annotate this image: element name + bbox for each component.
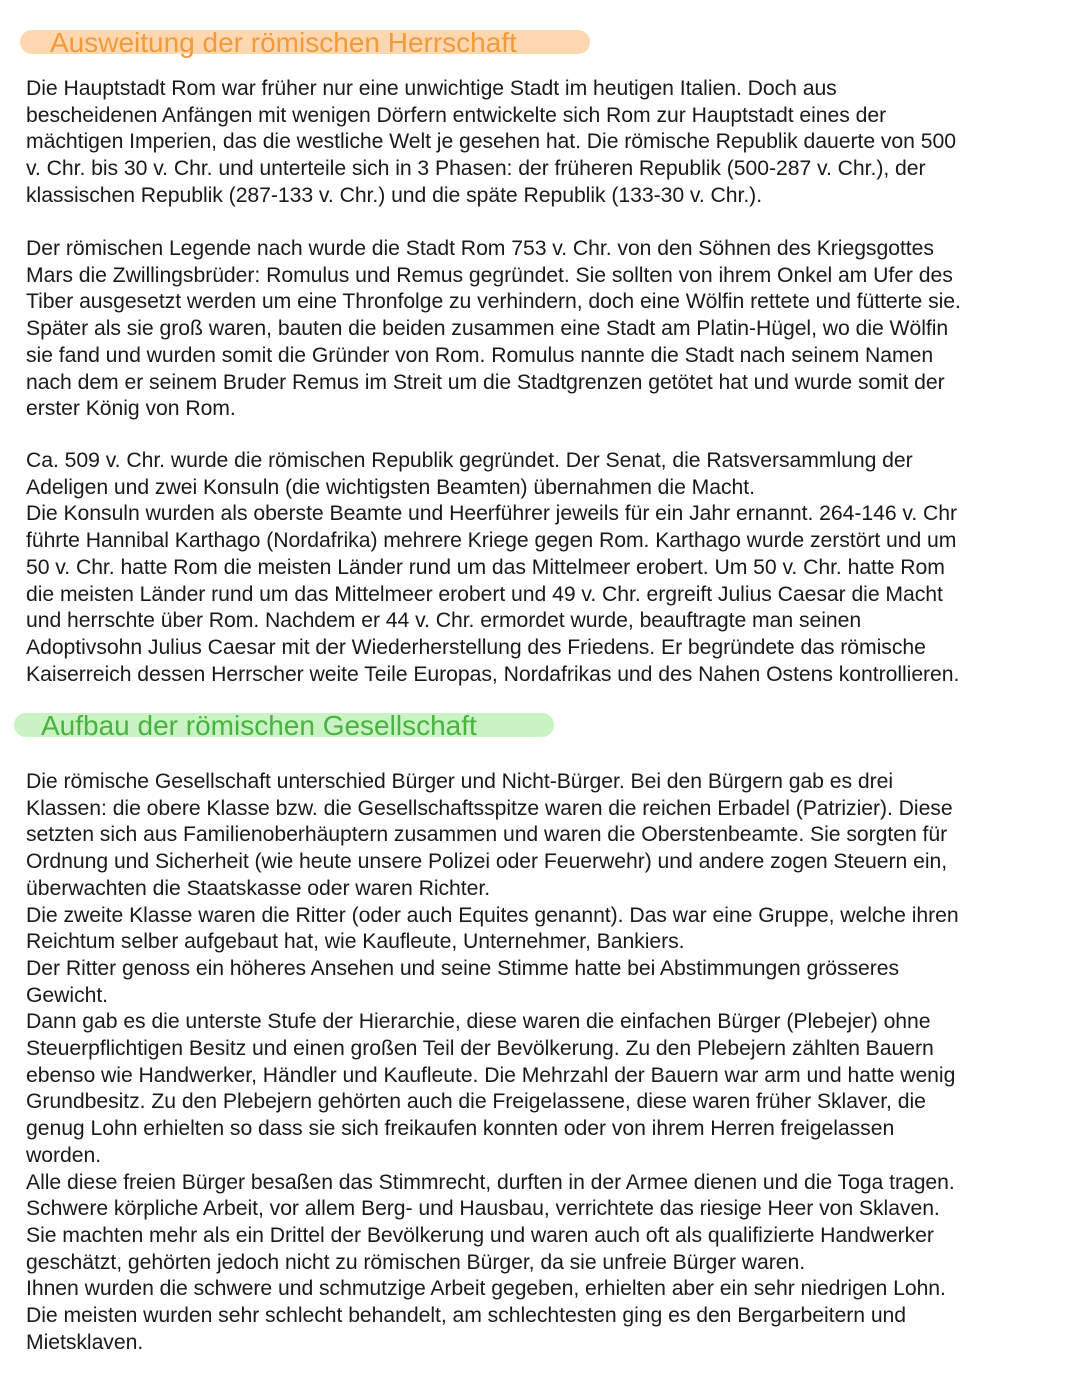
text-line: Klassen: die obere Klasse bzw. die Gesellschaftsspitze waren die reichen Erbadel (Patrizier). Diese xyxy=(26,796,953,820)
text-line: erster König von Rom. xyxy=(26,397,236,421)
text-line: Mars die Zwillingsbrüder: Romulus und Remus gegründet. Sie sollten von ihrem Onkel am Ufer des xyxy=(26,263,953,287)
text-line: Gewicht. xyxy=(26,983,109,1007)
text-line: Mietsklaven. xyxy=(26,1330,144,1354)
heading-text: Aufbau der römischen Gesellschaft xyxy=(41,710,477,741)
paragraph-hauptstadt xyxy=(26,76,1066,210)
text-line: Der römischen Legende nach wurde die Stadt Rom 753 v. Chr. von den Söhnen des Kriegsgottes xyxy=(26,237,934,260)
text-line: Die zweite Klasse waren die Ritter (oder auch Equites genannt). Das war eine Gruppe, welche ihren xyxy=(26,903,959,927)
text-line: sie fand und wurden somit die Gründer von Rom. Romulus nannte die Stadt nach seinem Namen xyxy=(26,343,934,367)
text-line: und herrschte über Rom. Nachdem er 44 v. Chr. ermordet wurde, beauftragte man seinen xyxy=(26,609,862,633)
text-line: Die meisten wurden sehr schlecht behandelt, am schlechtesten ging es den Bergarbeitern und xyxy=(26,1304,907,1328)
text-line: worden. xyxy=(26,1143,102,1167)
text-line: bescheidenen Anfängen mit wenigen Dörfern entwickelte sich Rom zur Hauptstadt eines der xyxy=(26,103,887,127)
text-line: geschätzt, gehörten jedoch nicht zu römischen Bürger, da sie unfreie Bürger waren. xyxy=(26,1250,806,1274)
text-line: Reichtum selber aufgebaut hat, wie Kaufleute, Unternehmer, Bankiers. xyxy=(26,930,685,954)
text-line: Adoptivsohn Julius Caesar mit der Wiederherstellung des Friedens. Er begründete das römische xyxy=(26,635,926,659)
text-line: v. Chr. bis 30 v. Chr. und unterteile sich in 3 Phasen: der früheren Republik (500-287 v. Chr.), der xyxy=(26,157,926,181)
section-heading-aufbau xyxy=(14,710,477,742)
text-line: Die Hauptstadt Rom war früher nur eine unwichtige Stadt im heutigen Italien. Doch aus xyxy=(26,77,837,100)
text-line: nach dem er seinem Bruder Remus im Streit um die Stadtgrenzen getötet hat und wurde somit der xyxy=(26,370,945,394)
text-line: die meisten Länder rund um das Mittelmeer erobert und 49 v. Chr. ergreift Julius Caesar die Macht xyxy=(26,582,943,606)
text-line: führte Hannibal Karthago (Nordafrika) mehrere Kriege gegen Rom. Karthago wurde zerstört und um xyxy=(26,529,957,553)
text-line: Ca. 509 v. Chr. wurde die römischen Republik gegründet. Der Senat, die Ratsversammlung der xyxy=(26,449,913,472)
text-line: Grundbesitz. Zu den Plebejern gehörten auch die Freigelassene, diese waren früher Sklaver, die xyxy=(26,1090,926,1114)
text-line: Der Ritter genoss ein höheres Ansehen und seine Stimme hatte bei Abstimmungen grösseres xyxy=(26,956,900,980)
text-line: Adeligen und zwei Konsuln (die wichtigsten Beamten) übernahmen die Macht. xyxy=(26,475,755,499)
text-line: klassischen Republik (287-133 v. Chr.) und die späte Republik (133-30 v. Chr.). xyxy=(26,183,763,207)
heading-text: Ausweitung der römischen Herrschaft xyxy=(50,27,517,58)
text-line: 50 v. Chr. hatte Rom die meisten Länder rund um das Mittelmeer erobert. Um 50 v. Chr. hatte Rom xyxy=(26,555,945,579)
paragraph-gesellschaft xyxy=(26,769,1066,1356)
text-line: Ihnen wurden die schwere und schmutzige Arbeit gegeben, erhielten aber ein sehr niedrigen Lohn. xyxy=(26,1277,946,1301)
paragraph-republik xyxy=(26,448,1066,688)
text-line: Die römische Gesellschaft unterschied Bürger und Nicht-Bürger. Bei den Bürgern gab es drei xyxy=(26,770,893,793)
text-line: Ordnung und Sicherheit (wie heute unsere Polizei oder Feuerwehr) und andere zogen Steuern ein, xyxy=(26,850,948,874)
paragraph-legende xyxy=(26,236,1066,423)
text-line: ebenso wie Handwerker, Händler und Kaufleute. Die Mehrzahl der Bauern war arm und hatte wenig xyxy=(26,1063,956,1087)
text-line: genug Lohn erhielten so dass sie sich freikaufen konnten oder von ihrem Herren freigelassen xyxy=(26,1117,895,1141)
text-line: Kaiserreich dessen Herrscher weite Teile Europas, Nordafrikas und des Nahen Ostens kontrollieren. xyxy=(26,662,960,686)
text-line: Die Konsuln wurden als oberste Beamte und Heerführer jeweils für ein Jahr ernannt. 264-146 v. Chr xyxy=(26,502,958,526)
text-line: Später als sie groß waren, bauten die beiden zusammen eine Stadt am Platin-Hügel, wo die Wölfin xyxy=(26,317,949,341)
text-line: Dann gab es die unterste Stufe der Hierarchie, diese waren die einfachen Bürger (Plebejer) ohne xyxy=(26,1010,931,1034)
text-line: Steuerpflichtigen Besitz und einen großen Teil der Bevölkerung. Zu den Plebejern zählten Bauern xyxy=(26,1037,934,1061)
text-line: Tiber ausgesetzt werden um eine Thronfolge zu verhindern, doch eine Wölfin rettete und fütterte sie. xyxy=(26,290,961,314)
text-line: Schwere körpliche Arbeit, vor allem Berg- und Hausbau, verrichtete das riesige Heer von Sklaven. xyxy=(26,1197,940,1221)
section-heading-ausweitung xyxy=(20,27,517,59)
text-line: setzten sich aus Familienoberhäuptern zusammen und waren die Oberstenbeamte. Sie sorgten für xyxy=(26,823,948,847)
text-line: Alle diese freien Bürger besaßen das Stimmrecht, durften in der Armee dienen und die Toga tragen. xyxy=(26,1170,955,1194)
text-line: Sie machten mehr als ein Drittel der Bevölkerung und waren auch oft als qualifizierte Handwerker xyxy=(26,1223,934,1247)
text-line: mächtigen Imperien, das die westliche Welt je gesehen hat. Die römische Republik dauerte von 500 xyxy=(26,130,956,154)
text-line: überwachten die Staatskasse oder waren Richter. xyxy=(26,876,491,900)
